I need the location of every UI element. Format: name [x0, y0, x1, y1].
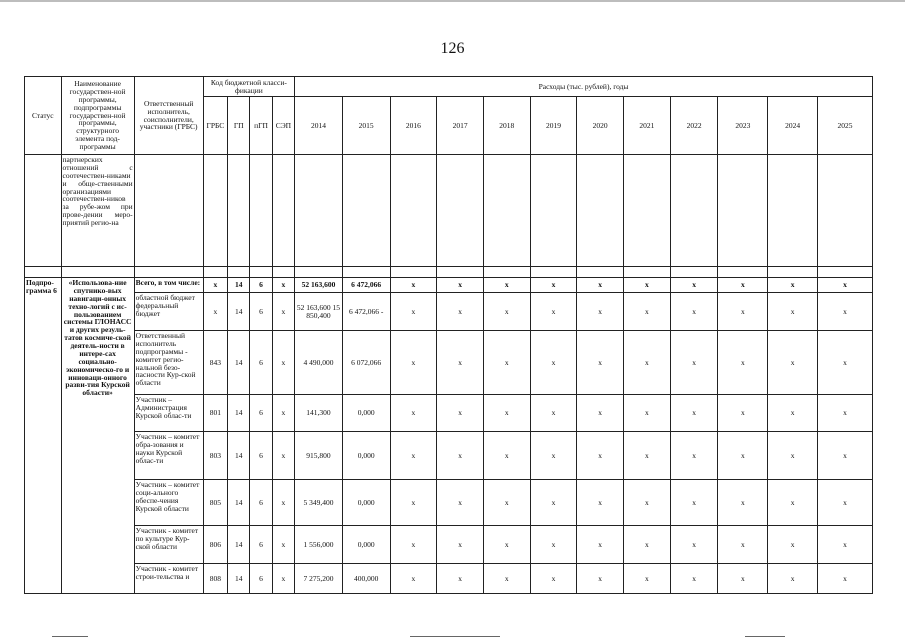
- header-year: 2015: [342, 97, 390, 155]
- x-cell: x: [670, 480, 718, 526]
- x-cell: x: [624, 293, 671, 331]
- gp-cell: 14: [228, 432, 250, 480]
- table-row: [25, 432, 873, 480]
- x-cell: x: [530, 432, 577, 480]
- x-cell: x: [817, 395, 872, 432]
- grbs-cell: 843: [203, 331, 227, 395]
- x-cell: x: [390, 395, 437, 432]
- gp-cell: 14: [228, 395, 250, 432]
- x-cell: x: [483, 278, 530, 293]
- x-cell: x: [390, 564, 437, 594]
- x-cell: x: [817, 480, 872, 526]
- x-cell: x: [437, 432, 484, 480]
- x-cell: x: [530, 480, 577, 526]
- x-cell: x: [483, 395, 530, 432]
- grbs-cell: 806: [203, 526, 227, 564]
- x-cell: x: [390, 293, 437, 331]
- value-2014: 5 349,400: [295, 480, 343, 526]
- sep-cell: x: [272, 395, 294, 432]
- x-cell: x: [670, 278, 718, 293]
- x-cell: x: [577, 526, 624, 564]
- header-year: 2014: [295, 97, 343, 155]
- x-cell: x: [718, 432, 768, 480]
- x-cell: x: [437, 526, 484, 564]
- x-cell: x: [437, 293, 484, 331]
- x-cell: x: [390, 331, 437, 395]
- pgp-cell: 6: [250, 564, 272, 594]
- continuation-row: [25, 155, 873, 267]
- participant-cell: Участник - комитет строи-тельства и: [134, 564, 203, 594]
- x-cell: x: [390, 526, 437, 564]
- participant-cell: Участник - комитет по культуре Кур-ской области: [134, 526, 203, 564]
- header-code-gp: ГП: [228, 97, 250, 155]
- x-cell: x: [624, 395, 671, 432]
- x-cell: x: [624, 564, 671, 594]
- sep-cell: x: [272, 331, 294, 395]
- sep-cell: x: [272, 564, 294, 594]
- grbs-cell: 808: [203, 564, 227, 594]
- x-cell: x: [624, 432, 671, 480]
- x-cell: x: [483, 293, 530, 331]
- gp-cell: 14: [228, 278, 250, 293]
- header-budget-code: Код бюджетной класси-фикации: [203, 77, 294, 97]
- x-cell: x: [817, 526, 872, 564]
- x-cell: x: [390, 278, 437, 293]
- header-year: 2022: [670, 97, 718, 155]
- table-row: [25, 480, 873, 526]
- table-row-total: [25, 278, 873, 293]
- grbs-cell: x: [203, 293, 227, 331]
- x-cell: x: [670, 331, 718, 395]
- x-cell: x: [437, 395, 484, 432]
- table-row: [25, 293, 873, 331]
- value-2014: 141,300: [295, 395, 343, 432]
- pgp-cell: 6: [250, 526, 272, 564]
- header-year: 2023: [718, 97, 768, 155]
- gp-cell: 14: [228, 564, 250, 594]
- x-cell: x: [577, 432, 624, 480]
- header-name: Наименование государствен-ной программы, подпрограммы государствен-ной программы, структурного элемента под-программы: [61, 77, 134, 155]
- x-cell: x: [718, 278, 768, 293]
- budget-table-frame: [24, 76, 873, 638]
- x-cell: x: [768, 293, 818, 331]
- value-2014: 915,800: [295, 432, 343, 480]
- x-cell: x: [624, 480, 671, 526]
- header-year: 2021: [624, 97, 671, 155]
- pgp-cell: 6: [250, 432, 272, 480]
- header-year: 2017: [437, 97, 484, 155]
- pgp-cell: 6: [250, 480, 272, 526]
- value-2015: 0,000: [342, 395, 390, 432]
- x-cell: x: [768, 564, 818, 594]
- pgp-cell: 6: [250, 331, 272, 395]
- x-cell: x: [718, 331, 768, 395]
- x-cell: x: [577, 278, 624, 293]
- participant-cell: Участник – комитет соци-ального обеспе-чения Курской области: [134, 480, 203, 526]
- header-code-pgp: пГП: [250, 97, 272, 155]
- x-cell: x: [437, 564, 484, 594]
- x-cell: x: [768, 526, 818, 564]
- grbs-cell: 805: [203, 480, 227, 526]
- value-2014: 52 163,600: [295, 278, 343, 293]
- participant-cell: Участник – комитет обра-зования и науки Курской облас-ти: [134, 432, 203, 480]
- x-cell: x: [577, 395, 624, 432]
- gp-cell: 14: [228, 526, 250, 564]
- participant-cell: Участник – Администрация Курской облас-ти: [134, 395, 203, 432]
- x-cell: x: [768, 480, 818, 526]
- x-cell: x: [817, 432, 872, 480]
- x-cell: x: [768, 331, 818, 395]
- table-row: [25, 526, 873, 564]
- grbs-cell: x: [203, 278, 227, 293]
- value-2014: 4 490,000: [295, 331, 343, 395]
- header-year: 2020: [577, 97, 624, 155]
- x-cell: x: [624, 526, 671, 564]
- value-2015: 0,000: [342, 432, 390, 480]
- x-cell: x: [577, 480, 624, 526]
- header-year: 2018: [483, 97, 530, 155]
- scan-edge: [0, 0, 905, 2]
- x-cell: x: [718, 395, 768, 432]
- x-cell: x: [530, 395, 577, 432]
- subprogram-status: Подпро-грамма 6: [25, 278, 62, 594]
- sep-cell: x: [272, 526, 294, 564]
- x-cell: x: [768, 278, 818, 293]
- scan-artifact-line: [52, 636, 88, 637]
- sep-cell: x: [272, 293, 294, 331]
- value-2014: 52 163,600 15 850,400: [295, 293, 343, 331]
- value-2015: 400,000: [342, 564, 390, 594]
- x-cell: x: [718, 293, 768, 331]
- budget-table: [24, 76, 873, 594]
- table-row: [25, 331, 873, 395]
- x-cell: x: [670, 564, 718, 594]
- x-cell: x: [437, 278, 484, 293]
- x-cell: x: [624, 278, 671, 293]
- header-year: 2016: [390, 97, 437, 155]
- header-status: Статус: [25, 77, 62, 155]
- x-cell: x: [817, 278, 872, 293]
- spacer-row: [25, 267, 873, 278]
- x-cell: x: [670, 526, 718, 564]
- header-year: 2024: [768, 97, 818, 155]
- sep-cell: x: [272, 278, 294, 293]
- sep-cell: x: [272, 432, 294, 480]
- header-row-1: [25, 77, 873, 97]
- x-cell: x: [718, 564, 768, 594]
- x-cell: x: [390, 432, 437, 480]
- x-cell: x: [817, 293, 872, 331]
- x-cell: x: [718, 526, 768, 564]
- x-cell: x: [577, 331, 624, 395]
- value-2014: 7 275,200: [295, 564, 343, 594]
- pgp-cell: 6: [250, 395, 272, 432]
- x-cell: x: [670, 395, 718, 432]
- gp-cell: 14: [228, 480, 250, 526]
- grbs-cell: 801: [203, 395, 227, 432]
- header-expenses: Расходы (тыс. рублей), годы: [295, 77, 873, 97]
- scan-artifact-line: [745, 636, 785, 637]
- gp-cell: 14: [228, 331, 250, 395]
- continuation-text: партнерских отношений с соотечествен-никами и обще-ственными организациями соотечествен-ников за рубе-жом при прове-дении меро-приятий регио-на: [61, 155, 134, 267]
- participant-cell: Ответственный исполнитель подпрограммы - комитет регио-нальной безо-пасности Кур-ской области: [134, 331, 203, 395]
- x-cell: x: [483, 480, 530, 526]
- scan-artifact-line: [410, 636, 500, 637]
- x-cell: x: [530, 564, 577, 594]
- x-cell: x: [530, 331, 577, 395]
- x-cell: x: [670, 293, 718, 331]
- x-cell: x: [483, 564, 530, 594]
- participant-cell: Всего, в том числе:: [134, 278, 203, 293]
- x-cell: x: [768, 432, 818, 480]
- x-cell: x: [817, 564, 872, 594]
- x-cell: x: [577, 564, 624, 594]
- x-cell: x: [483, 331, 530, 395]
- header-code-sep: СЭП: [272, 97, 294, 155]
- grbs-cell: 803: [203, 432, 227, 480]
- x-cell: x: [718, 480, 768, 526]
- table-row: [25, 564, 873, 594]
- x-cell: x: [768, 395, 818, 432]
- x-cell: x: [483, 432, 530, 480]
- value-2015: 6 072,066: [342, 331, 390, 395]
- x-cell: x: [670, 432, 718, 480]
- value-2015: 0,000: [342, 526, 390, 564]
- subprogram-name: «Использова-ние спутнико-вых навигаци-онных техно-логий с ис-пользованием системы ГЛОНАСС и других резуль-татов космиче-ской деятель-ности в интере-сах социально-экономическо-го и инноваци-онного разви-тия Курской области»: [61, 278, 134, 594]
- sep-cell: x: [272, 480, 294, 526]
- header-year: 2019: [530, 97, 577, 155]
- pgp-cell: 6: [250, 293, 272, 331]
- value-2015: 6 472,066 -: [342, 293, 390, 331]
- header-code-grbs: ГРБС: [203, 97, 227, 155]
- participant-cell: областной бюджет федеральный бюджет: [134, 293, 203, 331]
- x-cell: x: [577, 293, 624, 331]
- page-number: 126: [440, 40, 465, 57]
- value-2015: 0,000: [342, 480, 390, 526]
- x-cell: x: [437, 480, 484, 526]
- x-cell: x: [483, 526, 530, 564]
- value-2015: 6 472,066: [342, 278, 390, 293]
- x-cell: x: [437, 331, 484, 395]
- x-cell: x: [624, 331, 671, 395]
- x-cell: x: [530, 526, 577, 564]
- gp-cell: 14: [228, 293, 250, 331]
- header-year: 2025: [817, 97, 872, 155]
- pgp-cell: 6: [250, 278, 272, 293]
- table-row: [25, 395, 873, 432]
- header-responsible: Ответственный исполнитель, соисполнители, участники (ГРБС): [134, 77, 203, 155]
- x-cell: x: [390, 480, 437, 526]
- value-2014: 1 556,000: [295, 526, 343, 564]
- x-cell: x: [530, 278, 577, 293]
- x-cell: x: [530, 293, 577, 331]
- x-cell: x: [817, 331, 872, 395]
